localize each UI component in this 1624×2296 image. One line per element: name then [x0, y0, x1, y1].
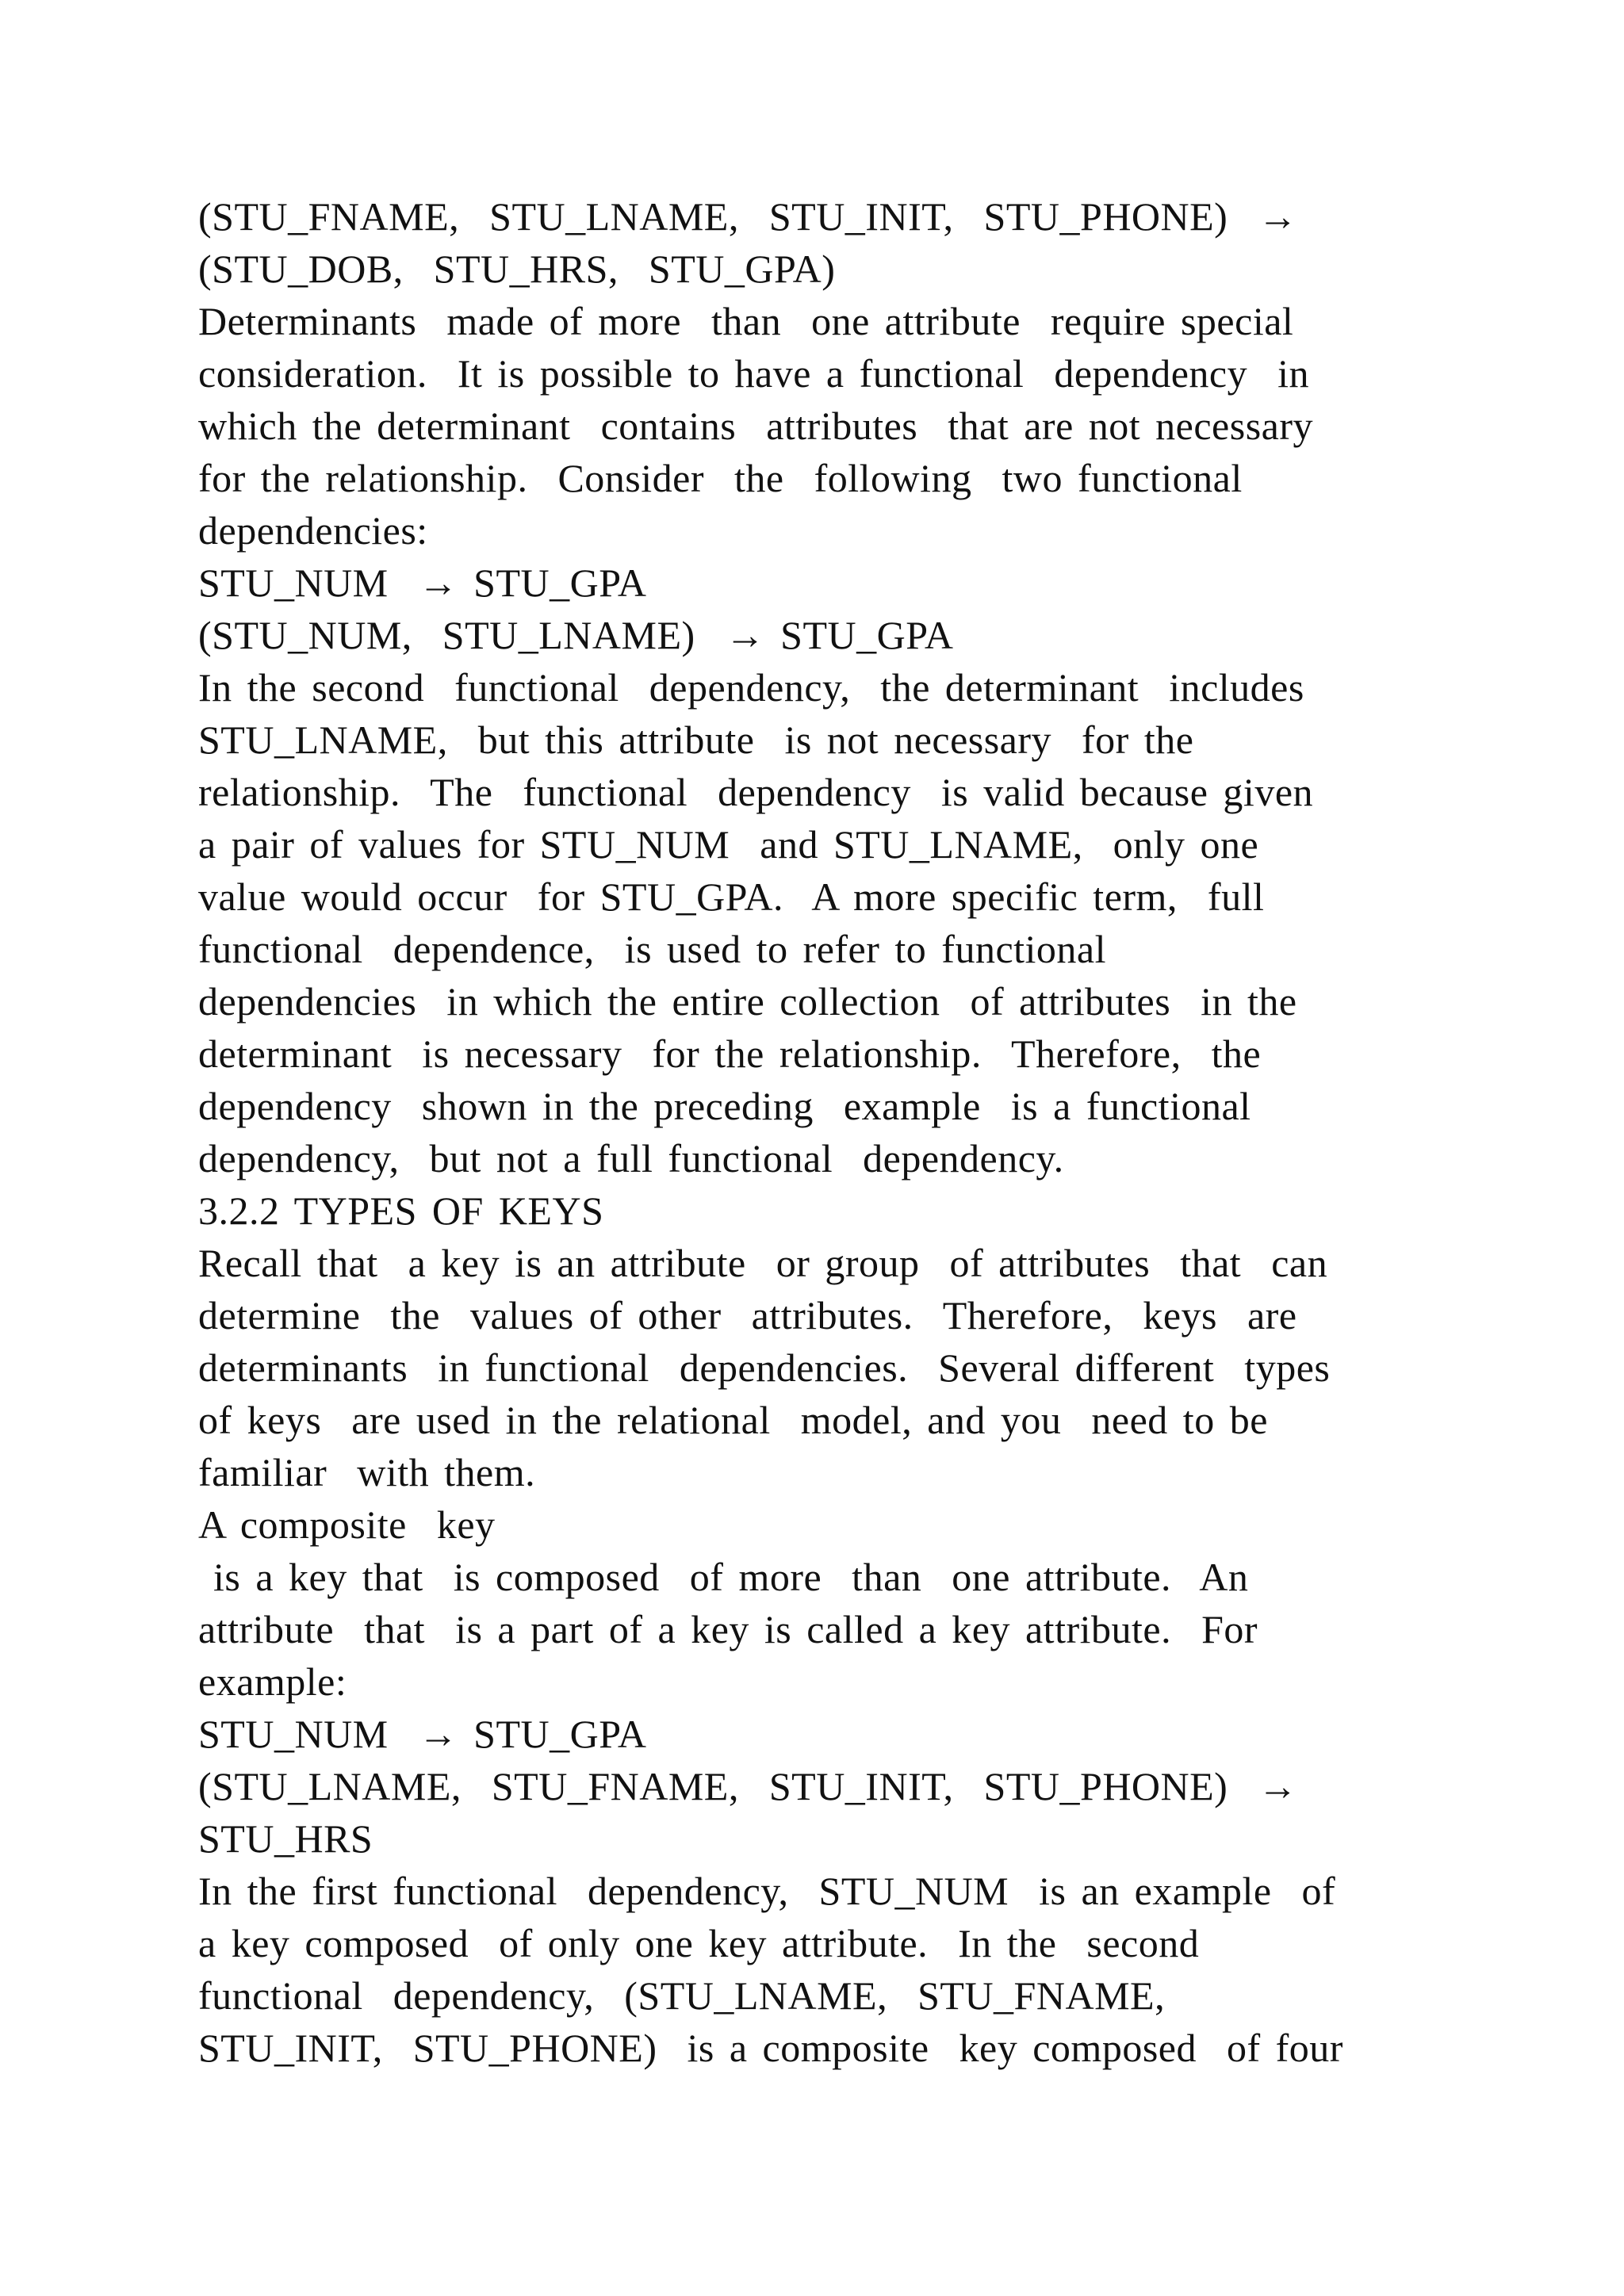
text-line: attribute that is a part of a key is called a key attribute. For: [198, 1607, 1258, 1651]
text-line: dependencies in which the entire collection of attributes in the: [198, 979, 1297, 1024]
text-line: STU_LNAME, but this attribute is not necessary for the: [198, 718, 1194, 762]
text-line: familiar with them.: [198, 1450, 536, 1494]
text-line: STU_NUM → STU_GPA: [198, 561, 647, 605]
text-line: In the first functional dependency, STU_NUM is an example of: [198, 1869, 1336, 1913]
text-line: dependency shown in the preceding example is a functional: [198, 1084, 1251, 1128]
text-line: determine the values of other attributes. Therefore, keys are: [198, 1293, 1297, 1337]
section-heading: 3.2.2 TYPES OF KEYS: [198, 1188, 604, 1233]
text-line: which the determinant contains attributes that are not necessary: [198, 404, 1313, 448]
text-line: In the second functional dependency, the determinant includes: [198, 665, 1304, 710]
text-line: dependencies:: [198, 508, 428, 553]
text-line: Recall that a key is an attribute or group of attributes that can: [198, 1241, 1328, 1285]
text-line: a pair of values for STU_NUM and STU_LNAME, only one: [198, 822, 1259, 867]
text-line: (STU_DOB, STU_HRS, STU_GPA): [198, 247, 836, 291]
text-line: for the relationship. Consider the following two functional: [198, 456, 1243, 500]
text-line: STU_INIT, STU_PHONE) is a composite key composed of four: [198, 2026, 1343, 2070]
text-line: is a key that is composed of more than one attribute. An: [198, 1555, 1249, 1599]
text-line: consideration. It is possible to have a functional dependency in: [198, 351, 1309, 396]
text-line: functional dependence, is used to refer to functional: [198, 927, 1107, 971]
text-line: determinants in functional dependencies. Several different types: [198, 1345, 1331, 1390]
text-line: (STU_LNAME, STU_FNAME, STU_INIT, STU_PHONE) →: [198, 1764, 1298, 1808]
text-line: relationship. The functional dependency is valid because given: [198, 770, 1314, 814]
text-line: of keys are used in the relational model, and you need to be: [198, 1398, 1268, 1442]
body-text: [198, 190, 1483, 2074]
text-line: STU_HRS: [198, 1816, 373, 1861]
text-line: dependency, but not a full functional dependency.: [198, 1136, 1064, 1181]
text-line: a key composed of only one key attribute. In the second: [198, 1921, 1200, 1965]
text-line: (STU_FNAME, STU_LNAME, STU_INIT, STU_PHONE) →: [198, 194, 1298, 239]
text-line: A composite key: [198, 1502, 496, 1547]
text-line: (STU_NUM, STU_LNAME) → STU_GPA: [198, 613, 954, 657]
text-line: Determinants made of more than one attribute require special: [198, 299, 1294, 343]
text-line: determinant is necessary for the relationship. Therefore, the: [198, 1031, 1262, 1076]
text-line: value would occur for STU_GPA. A more specific term, full: [198, 874, 1265, 919]
text-line: functional dependency, (STU_LNAME, STU_FNAME,: [198, 1973, 1166, 2018]
text-line: STU_NUM → STU_GPA: [198, 1712, 647, 1756]
text-line: example:: [198, 1659, 347, 1704]
